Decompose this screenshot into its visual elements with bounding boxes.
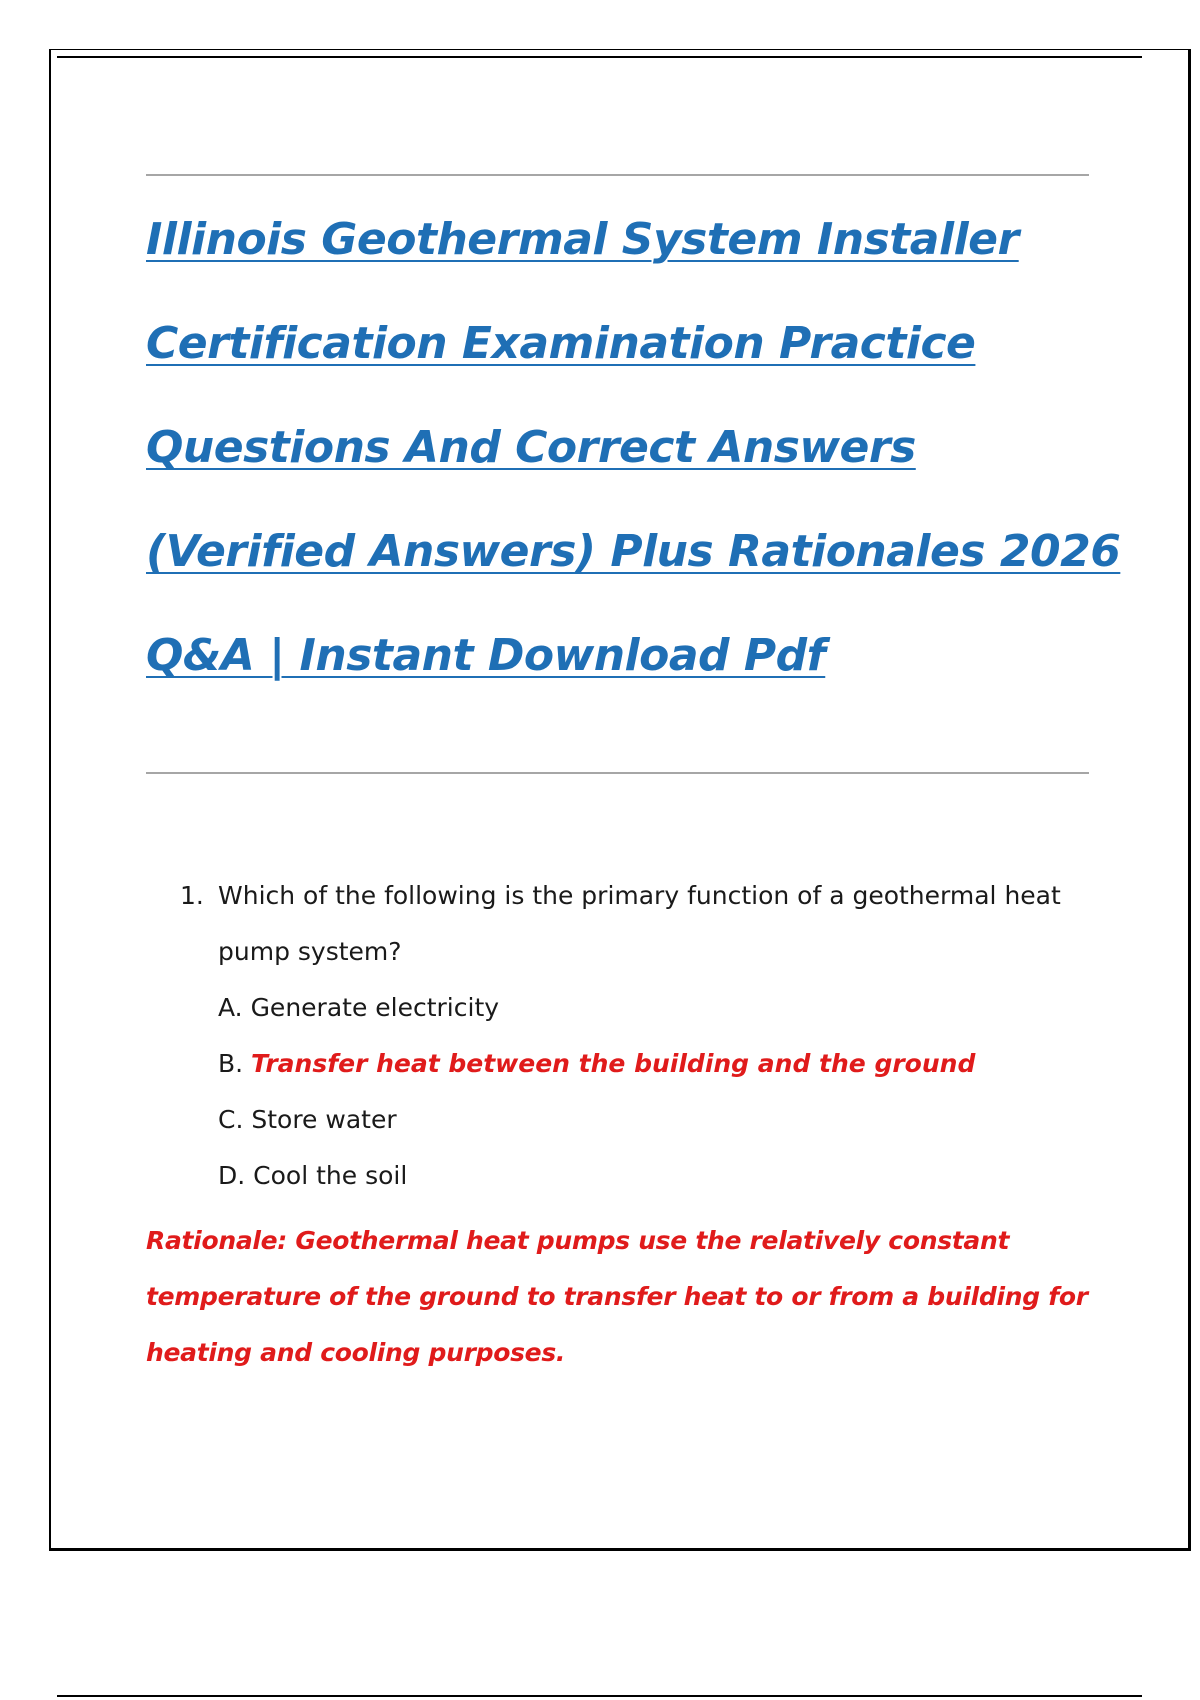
- option-text: Generate electricity: [250, 993, 500, 1022]
- question-text: Which of the following is the primary function of a geothermal heat: [218, 881, 1061, 910]
- answer-option-d: [218, 1148, 1080, 1204]
- title-top-divider: [146, 174, 1089, 176]
- question-stem-line-1: [180, 868, 1080, 924]
- rationale: [146, 1213, 1086, 1381]
- title-line: Q&A | Instant Download Pdf: [146, 630, 826, 681]
- rationale-line: heating and cooling purposes.: [146, 1338, 566, 1367]
- frame-top-rule: [57, 56, 1142, 58]
- option-letter: A.: [218, 993, 251, 1022]
- next-page-top-rule: [57, 1695, 1142, 1697]
- title-line: Illinois Geothermal System Installer: [146, 214, 1019, 265]
- option-letter: D.: [218, 1161, 254, 1190]
- answer-option-b: [218, 1036, 1080, 1092]
- title-line: Questions And Correct Answers: [146, 422, 916, 473]
- title-line: (Verified Answers) Plus Rationales 2026: [146, 526, 1121, 577]
- title-bottom-divider: [146, 772, 1089, 774]
- option-text: Store water: [251, 1105, 397, 1134]
- answer-option-c: [218, 1092, 1080, 1148]
- option-letter: B.: [218, 1049, 252, 1078]
- answer-option-a: [218, 980, 1080, 1036]
- question-text-continued: pump system?: [218, 937, 402, 966]
- correct-option-text: Transfer heat between the building and the ground: [251, 1049, 976, 1078]
- title-line: Certification Examination Practice: [146, 318, 976, 369]
- document-title: [146, 188, 1121, 708]
- rationale-line: temperature of the ground to transfer heat to or from a building for: [146, 1282, 1088, 1311]
- question-number: 1.: [180, 881, 204, 910]
- rationale-line: Rationale: Geothermal heat pumps use the relatively constant: [146, 1226, 1010, 1255]
- option-letter: C.: [218, 1105, 252, 1134]
- option-text: Cool the soil: [253, 1161, 408, 1190]
- question-item: [180, 868, 1080, 1204]
- question-stem-line-2: [180, 924, 1080, 980]
